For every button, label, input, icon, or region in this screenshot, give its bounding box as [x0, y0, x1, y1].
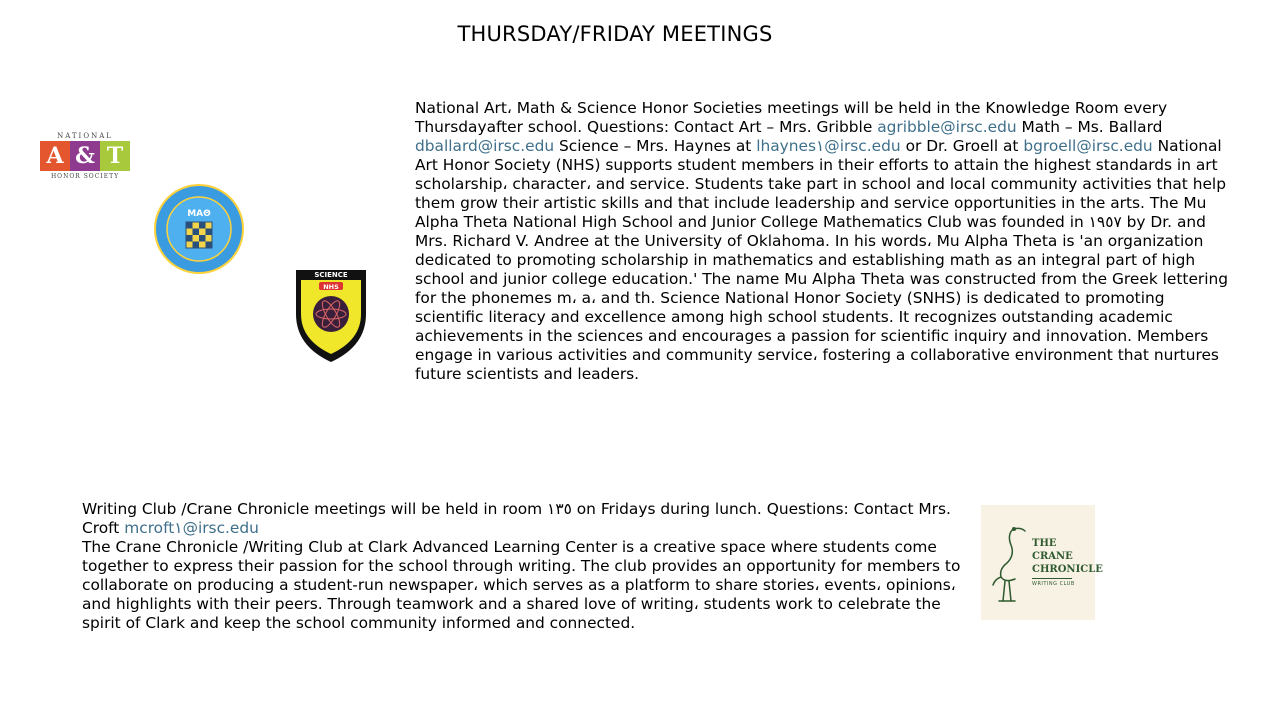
- page-title: THURSDAY/FRIDAY MEETINGS: [457, 22, 773, 46]
- science-nhs-logo: [292, 264, 370, 364]
- email-link-ballard[interactable]: dballard@irsc.edu: [415, 137, 555, 155]
- email-link-haynes[interactable]: lhaynes١@irsc.edu: [756, 137, 901, 155]
- crane-bird-icon: [981, 505, 1031, 620]
- writing-text-1: Writing Club /Crane Chronicle meetings will be held in room ١٣٥ on Fridays during lunch. Questions: Contact Mrs. Croft: [82, 500, 951, 537]
- email-link-croft[interactable]: mcroft١@irsc.edu: [124, 519, 259, 537]
- svg-text:SCIENCE: SCIENCE: [314, 271, 348, 279]
- art-letter-a: A: [40, 141, 70, 171]
- email-link-groell[interactable]: bgroell@irsc.edu: [1023, 137, 1153, 155]
- svg-text:ΜΑΘ: ΜΑΘ: [187, 209, 211, 219]
- art-logo-bottom-text: HONOR SOCIETY: [50, 173, 120, 180]
- mu-alpha-theta-logo: [154, 184, 244, 274]
- writing-club-paragraph: [82, 500, 962, 633]
- honor-text-5: National Art Honor Society (NHS) supports student members in their efforts to attain the highest standards in art scholarship، character، and service. Students take part in school and local community activities that help them grow their artistic skills and that include leadership and service opportunities in the arts. The Mu Alpha Theta National High School and Junior College Mathematics Club was founded in ١٩٥٧ by Dr. and Mrs. Richard V. Andree at the University of Oklahoma. In his words، Mu Alpha Theta is 'an organization dedicated to promoting scholarship in mathematics and establishing math as an integral part of high school and junior college education.' The name Mu Alpha Theta was constructed from the Greek lettering for the phonemes m، a، and th. Science National Honor Society (SNHS) is dedicated to promoting scientific literacy and excellence among high school students. It recognizes outstanding academic achievements in the sciences and encourages a passion for scientific inquiry and innovation. Members engage in various activities and community service، fostering a collaborative environment that nurtures future scientists and leaders.: [415, 137, 1229, 383]
- honor-text-3: Science – Mrs. Haynes at: [554, 137, 757, 155]
- honor-text-1: National Art، Math & Science Honor Societies meetings will be held in the Knowledge Room every Thursdayafter school. Questions: Contact Art – Mrs. Gribble: [415, 99, 1168, 136]
- email-link-gribble[interactable]: agribble@irsc.edu: [877, 118, 1017, 136]
- national-art-honor-society-logo: [40, 132, 130, 180]
- writing-text-2: The Crane Chronicle /Writing Club at Clark Advanced Learning Center is a creative space where students come together to express their passion for the school through writing. The club provides an opportunity for members to collaborate on producing a student-run newspaper، which serves as a platform to share stories، events، opinions، and highlights with their peers. Through teamwork and a shared love of writing، students work to celebrate the spirit of Clark and keep the school community informed and connected.: [82, 538, 961, 632]
- crane-line-3: CHRONICLE: [1032, 564, 1103, 575]
- art-logo-top-text: NATIONAL: [57, 132, 113, 140]
- art-logo-letters: [40, 141, 130, 171]
- crane-line-1: THE: [1032, 538, 1057, 549]
- honor-societies-paragraph: [415, 99, 1235, 384]
- crane-logo-title: [1032, 537, 1103, 576]
- svg-text:NHS: NHS: [323, 283, 339, 291]
- honor-text-4: or Dr. Groell at: [900, 137, 1024, 155]
- crane-chronicle-logo: [981, 505, 1103, 620]
- crane-logo-subtitle: WRITING CLUB: [1032, 581, 1075, 587]
- crane-line-2: CRANE: [1032, 551, 1073, 562]
- crane-logo-divider: [1032, 578, 1072, 579]
- art-letter-t: T: [100, 141, 130, 171]
- honor-text-2: Math – Ms. Ballard: [1016, 118, 1163, 136]
- art-letter-amp: &: [70, 141, 100, 171]
